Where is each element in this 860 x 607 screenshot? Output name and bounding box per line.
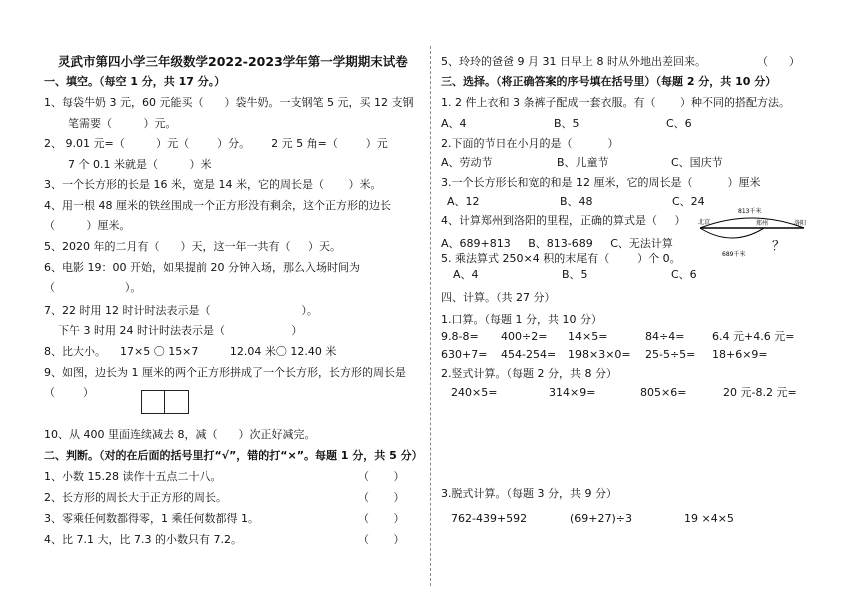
judge-4-bracket: （ ） — [358, 533, 405, 546]
vertical-2: 314×9= — [549, 386, 596, 399]
choice-3-a: A、12 — [447, 195, 480, 208]
question-1: 1、每袋牛奶 3 元，60 元能买（ ）袋牛奶。一支钢笔 5 元，买 12 支钢 — [44, 96, 414, 109]
judge-3: 3、零乘任何数都得零，1 乘任何数都得 1。 — [44, 512, 259, 525]
route-diagram — [692, 204, 814, 264]
judge-5: 5、玲玲的爸爸 9 月 31 日早上 8 时从外地出差回来。 — [441, 55, 706, 68]
choice-3-b: B、48 — [560, 195, 593, 208]
section-2-heading: 二、判断。（对的在后面的括号里打“√”，错的打“×”。每题 1 分，共 5 分） — [44, 449, 423, 462]
question-9: 9、如图，边长为 1 厘米的两个正方形拼成了一个长方形，长方形的周长是 — [44, 366, 406, 379]
choice-1-a: A、4 — [441, 117, 467, 130]
oral-1-2: 400÷2= — [501, 330, 548, 343]
choice-1-c: C、6 — [666, 117, 692, 130]
route-bottom-arc — [700, 228, 764, 238]
question-2: 2、 9.01 元=（ ）元（ ）分。 2 元 5 角=（ ）元 — [44, 137, 388, 150]
column-divider — [430, 46, 431, 586]
oral-heading: 1.口算。（每题 1 分，共 10 分） — [441, 313, 602, 326]
choice-3-c: C、24 — [672, 195, 705, 208]
two-squares-figure — [141, 390, 189, 414]
choice-5-a: A、4 — [453, 268, 479, 281]
oral-2-1: 630+7= — [441, 348, 488, 361]
stepwise-1: 762-439+592 — [451, 512, 528, 525]
question-1-cont: 笔需要（ ）元。 — [68, 117, 177, 130]
question-6: 6、电影 19：00 开始，如果提前 20 分钟入场，那么入场时间为 — [44, 261, 360, 274]
choice-2-c: C、国庆节 — [671, 156, 723, 169]
choice-1-b: B、5 — [554, 117, 580, 130]
vertical-heading: 2.竖式计算。（每题 2 分，共 8 分） — [441, 367, 617, 380]
oral-1-3: 14×5= — [568, 330, 608, 343]
choice-5-b: B、5 — [562, 268, 588, 281]
vertical-4: 20 元-8.2 元= — [723, 386, 797, 399]
map-end: 洛阳 — [794, 220, 807, 227]
oral-2-3: 198×3×0= — [568, 348, 631, 361]
map-question-mark: ？ — [772, 239, 786, 254]
oral-2-2: 454-254= — [501, 348, 557, 361]
judge-2: 2、长方形的周长大于正方形的周长。 — [44, 491, 227, 504]
map-top-distance: 813千米 — [738, 208, 762, 215]
choice-4: 4、计算郑州到洛阳的里程，正确的算式是（ ） — [441, 214, 686, 227]
question-5: 5、2020 年的二月有（ ）天，这一年一共有（ ）天。 — [44, 240, 341, 253]
question-2-cont: 7 个 0.1 米就是（ ）米 — [68, 158, 212, 171]
section-4-heading: 四、计算。（共 27 分） — [441, 291, 556, 304]
stepwise-heading: 3.脱式计算。（每题 3 分，共 9 分） — [441, 487, 617, 500]
question-10: 10、从 400 里面连续减去 8，减（ ）次正好减完。 — [44, 428, 316, 441]
choice-4-options: A、689+813 B、813-689 C、无法计算 — [441, 237, 673, 250]
map-start: 北京 — [698, 219, 711, 226]
judge-4: 4、比 7.1 大，比 7.3 的小数只有 7.2。 — [44, 533, 242, 546]
oral-2-4: 25-5÷5= — [645, 348, 696, 361]
choice-2-a: A、劳动节 — [441, 156, 493, 169]
section-3-heading: 三、选择。（将正确答案的序号填在括号里）（每题 2 分，共 10 分） — [441, 75, 777, 88]
vertical-1: 240×5= — [451, 386, 498, 399]
judge-1-bracket: （ ） — [358, 470, 405, 483]
judge-1: 1、小数 15.28 读作十五点二十八。 — [44, 470, 222, 483]
question-7: 7、22 时用 12 时计时法表示是（ ）。 — [44, 304, 318, 317]
page-title: 灵武市第四小学三年级数学2022-2023学年第一学期期末试卷 — [58, 54, 408, 69]
oral-1-5: 6.4 元+4.6 元= — [712, 330, 795, 343]
judge-3-bracket: （ ） — [358, 512, 405, 525]
route-top-arc — [700, 218, 807, 228]
oral-1-1: 9.8-8= — [441, 330, 479, 343]
question-8: 8、比大小。 17×5 〇 15×7 12.04 米〇 12.40 米 — [44, 345, 337, 358]
judge-5-bracket: （ ） — [757, 55, 800, 68]
choice-5: 5. 乘法算式 250×4 积的末尾有（ ）个 0。 — [441, 252, 681, 265]
vertical-3: 805×6= — [640, 386, 687, 399]
stepwise-3: 19 ×4×5 — [684, 512, 734, 525]
question-3: 3、一个长方形的长是 16 米，宽是 14 米，它的周长是（ ）米。 — [44, 178, 382, 191]
stepwise-2: (69+27)÷3 — [570, 512, 633, 525]
question-7-cont: 下午 3 时用 24 时计时法表示是（ ） — [58, 324, 303, 337]
question-4: 4、用一根 48 厘米的铁丝围成一个正方形没有剩余，这个正方形的边长 — [44, 199, 391, 212]
choice-3: 3.一个长方形长和宽的和是 12 厘米，它的周长是（ ）厘米 — [441, 176, 761, 189]
oral-2-5: 18+6×9= — [712, 348, 768, 361]
section-1-heading: 一、填空。（每空 1 分，共 17 分。） — [44, 75, 226, 88]
judge-2-bracket: （ ） — [358, 491, 405, 504]
question-6-cont: （ ）。 — [44, 281, 142, 294]
choice-5-c: C、6 — [671, 268, 697, 281]
map-bottom-distance: 689千米 — [722, 251, 746, 258]
question-9-cont: （ ） — [44, 386, 94, 399]
oral-1-4: 84÷4= — [645, 330, 685, 343]
question-4-cont: （ ）厘米。 — [44, 219, 131, 232]
choice-2-b: B、儿童节 — [557, 156, 609, 169]
choice-2: 2.下面的节日在小月的是（ ） — [441, 137, 619, 150]
choice-1: 1. 2 件上衣和 3 条裤子配成一套衣服。有（ ）种不同的搭配方法。 — [441, 96, 790, 109]
map-mid: 郑州 — [756, 220, 769, 227]
